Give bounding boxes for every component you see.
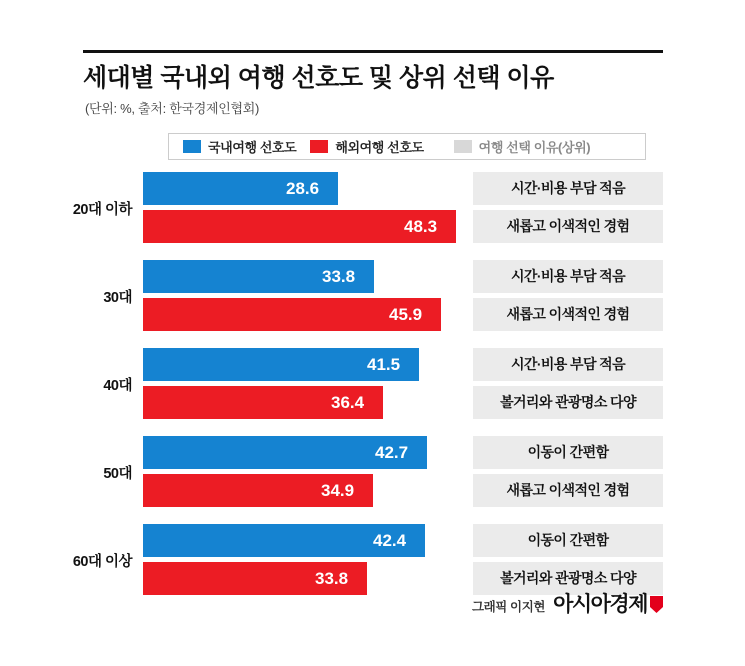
reason-overseas: 새롭고 이색적인 경험 [473, 474, 663, 507]
bar-row-domestic [143, 172, 461, 205]
category-label: 20대 이하 [72, 202, 132, 218]
graphic-credit: 그래픽 이지현 [471, 600, 546, 614]
brand-name: 아시아경제 [553, 593, 647, 616]
bar-row-domestic [143, 348, 461, 381]
chart-group [0, 168, 745, 256]
bar-row-domestic [143, 436, 461, 469]
reason-domestic: 이동이 간편함 [473, 524, 663, 557]
bar-value-overseas: 48.3 [404, 217, 438, 236]
bar-value-overseas: 33.8 [315, 569, 349, 588]
bar-row-domestic [143, 260, 461, 293]
chart-group [0, 344, 745, 432]
bar-value-overseas: 34.9 [321, 481, 355, 500]
bar-row-domestic [143, 524, 461, 557]
legend-item-domestic [183, 137, 296, 156]
legend-label-domestic: 국내여행 선호도 [208, 140, 297, 155]
brand-logo-icon [650, 596, 663, 613]
bar-row-overseas [143, 562, 461, 595]
reason-domestic: 시간·비용 부담 적음 [473, 172, 663, 205]
page-title: 세대별 국내외 여행 선호도 및 상위 선택 이유 [83, 64, 554, 92]
legend-swatch-overseas [310, 140, 328, 153]
reason-overseas: 새롭고 이색적인 경험 [473, 210, 663, 243]
chart-legend [168, 133, 646, 160]
legend-swatch-reason [454, 140, 472, 153]
bar-row-overseas [143, 298, 461, 331]
bar-value-domestic: 41.5 [367, 355, 401, 374]
reason-domestic: 이동이 간편함 [473, 436, 663, 469]
bar-chart [0, 168, 745, 608]
bar-value-overseas: 45.9 [389, 305, 423, 324]
bar-row-overseas [143, 474, 461, 507]
category-label: 40대 [103, 378, 132, 394]
legend-label-overseas: 해외여행 선호도 [335, 140, 424, 155]
category-label: 30대 [103, 290, 132, 306]
bar-value-domestic: 42.4 [373, 531, 407, 550]
reason-overseas: 볼거리와 관광명소 다양 [473, 562, 663, 595]
legend-swatch-domestic [183, 140, 201, 153]
legend-label-reason: 여행 선택 이유(상위) [478, 140, 591, 155]
bar-value-domestic: 42.7 [375, 443, 409, 462]
reason-overseas: 새롭고 이색적인 경험 [473, 298, 663, 331]
bar-value-overseas: 36.4 [331, 393, 365, 412]
bar-row-overseas [143, 386, 461, 419]
chart-group [0, 432, 745, 520]
title-divider [83, 50, 663, 53]
bar-value-domestic: 28.6 [286, 179, 320, 198]
reason-overseas: 볼거리와 관광명소 다양 [473, 386, 663, 419]
reason-domestic: 시간·비용 부담 적음 [473, 260, 663, 293]
bar-value-domestic: 33.8 [322, 267, 356, 286]
category-label: 60대 이상 [72, 554, 132, 570]
legend-item-overseas [310, 137, 423, 156]
legend-item-reason [454, 137, 591, 156]
credit-block [472, 588, 663, 618]
page-subtitle: (단위: %, 출처: 한국경제인협회) [85, 101, 260, 116]
reason-domestic: 시간·비용 부담 적음 [473, 348, 663, 381]
category-label: 50대 [103, 466, 132, 482]
bar-row-overseas [143, 210, 461, 243]
chart-group [0, 256, 745, 344]
